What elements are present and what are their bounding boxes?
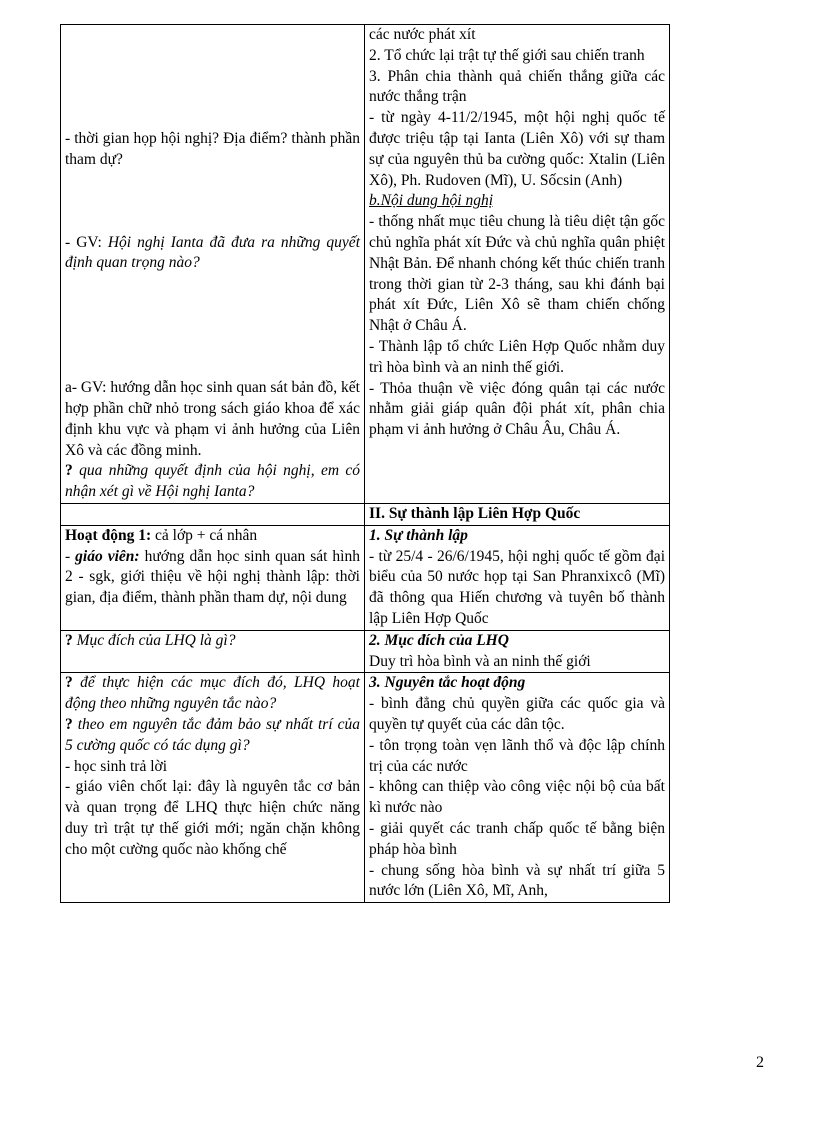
point-3: 3. Phân chia thành quả chiến thắng giữa các nước thắng trận — [369, 67, 665, 106]
teacher-activity-cell — [61, 525, 365, 630]
teacher-activity-cell — [61, 630, 365, 673]
point-2: 2. Tổ chức lại trật tự thế giới sau chiến tranh — [369, 46, 645, 64]
table-row — [61, 25, 670, 504]
subheading: 2. Mục đích của LHQ — [369, 631, 509, 649]
subheading: 3. Nguyên tắc hoạt động — [369, 674, 526, 692]
content-item-1: - thống nhất mục tiêu chung là tiêu diệt tận gốc chủ nghĩa phát xít Đức và chủ nghĩa quân phiệt Nhật Bản. Để nhanh chóng kết thúc chiến tranh trong thời gian từ 2-3 tháng, sau khi đánh bại phát xít Đức, Liên Xô sẽ tham chiến chống Nhật ở Châu Á. — [369, 213, 665, 335]
comment-question: ? qua những quyết định của hội nghị, em có nhận xét gì về Hội nghị Ianta? — [65, 462, 360, 501]
section-title: II. Sự thành lập Liên Hợp Quốc — [365, 503, 670, 525]
table-row — [61, 503, 670, 525]
table-row — [61, 673, 670, 903]
purpose-question: ? Mục đích của LHQ là gì? — [65, 631, 236, 649]
teacher-activity-cell — [61, 25, 365, 504]
content-cell: 1. Sự thành lập - từ 25/4 - 26/6/1945, hội nghị quốc tế gồm đại biểu của 50 nước họp tại San Phranxixcô (Mĩ) đã thông qua Hiến chương và tuyên bố thành lập Liên Hợp Quốc — [365, 525, 670, 630]
teacher-activity-cell: ? để thực hiện các mục đích đó, LHQ hoạt động theo những nguyên tắc nào? ? theo em nguyên tắc đảm bảo sự nhất trí của 5 cường quốc có tác dụng gì? - học sinh trả lời - giáo viên chốt lại: đây là nguyên tắc cơ bản và quan trọng để LHQ thực hiện chức năng duy trì trật tự thế giới mới; ngăn chặn không cho một cường quốc nào khống chế — [61, 673, 365, 903]
content-cell: các nước phát xít 2. Tổ chức lại trật tự thế giới sau chiến tranh 3. Phân chia thành quả chiến thắng giữa các nước thắng trận - từ ngày 4-11/2/1945, một hội nghị quốc tế được triệu tập tại Ianta (Liên Xô) với sự tham sự của nguyên thủ ba cường quốc: Xtalin (Liên Xô), Ph. Rudoven (Mĩ), U. Sốcsin (Anh) b.Nội dung hội nghị - thống nhất mục tiêu chung là tiêu diệt tận gốc chủ nghĩa phát xít Đức và chủ nghĩa quân phiệt Nhật Bản. Để nhanh chóng kết thúc chiến tranh trong thời gian từ 2-3 tháng, sau khi đánh bại phát xít Đức, Liên Xô sẽ tham chiến chống Nhật ở Châu Á. - Thành lập tổ chức Liên Hợp Quốc nhằm duy trì hòa bình và an ninh thế giới. - Thỏa thuận về việc đóng quân tại các nước nhằm giải giáp quân đội phát xít, phân chia phạm vi ảnh hưởng ở Châu Âu, Châu Á. — [365, 25, 670, 504]
table-row — [61, 630, 670, 673]
subheading: 1. Sự thành lập — [369, 526, 468, 544]
content-item-3: - Thỏa thuận về việc đóng quân tại các nước nhằm giải giáp quân đội phát xít, phân chia phạm vi ảnh hưởng ở Châu Âu, Châu Á. — [369, 379, 665, 439]
principles-question: ? để thực hiện các mục đích đó, LHQ hoạt động theo những nguyên tắc nào? — [65, 674, 360, 713]
page-number: 2 — [756, 1054, 764, 1071]
content-heading: b.Nội dung hội nghị — [369, 192, 494, 210]
content-cell: 2. Mục đích của LHQ Duy trì hòa bình và an ninh thế giới — [365, 630, 670, 673]
content-cell: 3. Nguyên tắc hoạt động - bình đẳng chủ quyền giữa các quốc gia và quyền tự quyết của các dân tộc. - tôn trọng toàn vẹn lãnh thổ và độc lập chính trị của các nước - không can thiệp vào công việc nội bộ của bất kì nước nào - giải quyết các tranh chấp quốc tế bằng biện pháp hòa bình - chung sống hòa bình và sự nhất trí giữa 5 nước lớn (Liên Xô, Mĩ, Anh, — [365, 673, 670, 903]
table-row — [61, 525, 670, 630]
activity-label: Hoạt động 1: cả lớp + cá nhân — [65, 526, 258, 544]
conference-time: - từ ngày 4-11/2/1945, một hội nghị quốc tế được triệu tập tại Ianta (Liên Xô) với sự tham sự của nguyên thủ ba cường quốc: Xtalin (Liên Xô), Ph. Rudoven (Mĩ), U. Sốcsin (Anh) — [369, 109, 665, 189]
gv-question: - GV: Hội nghị Ianta đã đưa ra những quyết định quan trọng nào? — [65, 233, 360, 272]
question-time: - thời gian họp hội nghị? Địa điểm? thành phần tham dự? — [65, 130, 360, 168]
unanimity-question: ? theo em nguyên tắc đảm bảo sự nhất trí của 5 cường quốc có tác dụng gì? — [65, 715, 360, 754]
gv-guide: a- GV: hướng dẫn học sinh quan sát bản đồ, kết hợp phần chữ nhỏ trong sách giáo khoa để xác định khu vực và phạm vi ảnh hưởng của Liên Xô và các đồng minh. — [65, 379, 360, 459]
content-item-2: - Thành lập tổ chức Liên Hợp Quốc nhằm duy trì hòa bình và an ninh thế giới. — [369, 337, 665, 376]
lesson-table — [60, 24, 670, 903]
teacher-guide: - giáo viên: hướng dẫn học sinh quan sát hình 2 - sgk, giới thiệu về hội nghị thành lập: thời gian, địa điểm, thành phần tham dự, nội dung — [65, 547, 360, 607]
